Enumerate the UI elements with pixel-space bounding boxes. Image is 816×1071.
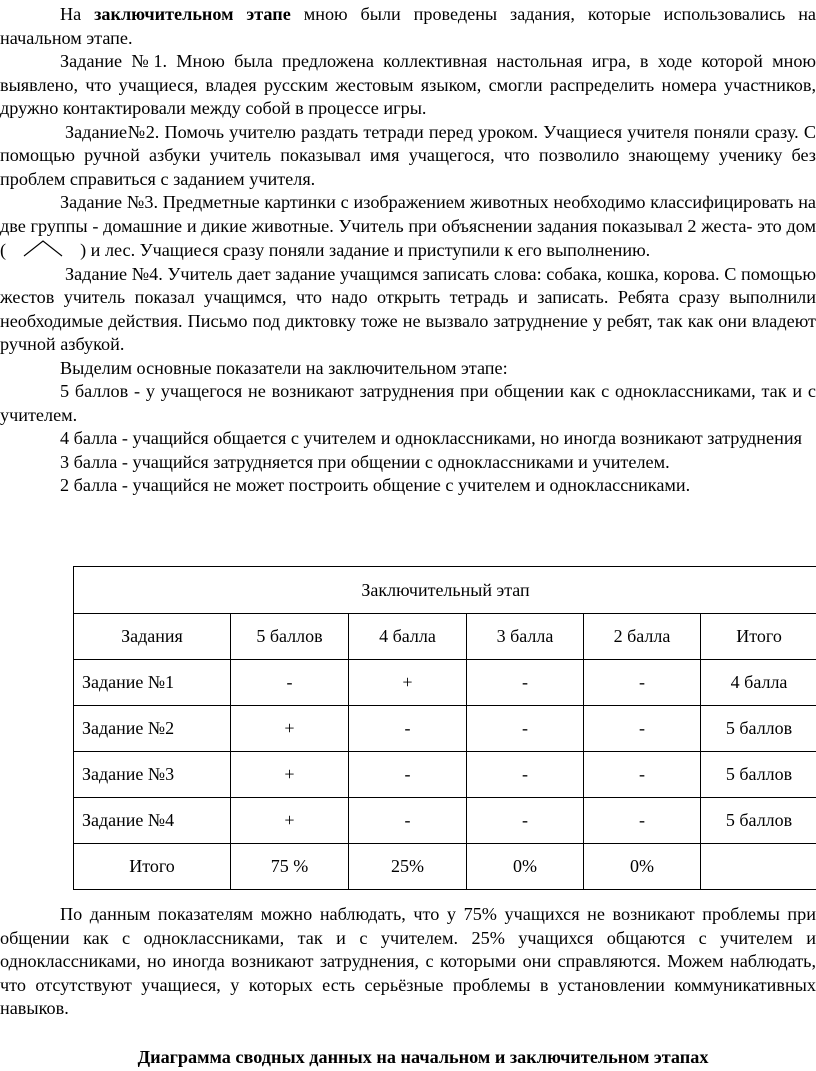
table-cell: 0% bbox=[584, 844, 701, 890]
table-cell: - bbox=[467, 798, 584, 844]
table-cell: Задание №2 bbox=[74, 706, 231, 752]
final-stage-results-table bbox=[73, 566, 816, 890]
table-title: Заключительный этап bbox=[74, 567, 816, 614]
paragraph-task-3: Задание №3. Предметные картинки с изображением животных необходимо классифицировать на две группы - домашние и дикие животные. Учитель при объяснении задания показывал 2 жеста- это дом ( ) и лес. Учащиеся сразу поняли задание и приступили к его выполнению. bbox=[0, 192, 816, 260]
table-cell: - bbox=[584, 752, 701, 798]
table-cell bbox=[701, 844, 816, 890]
table-header-cell: Итого bbox=[701, 614, 816, 660]
table-cell: Задание №3 bbox=[74, 752, 231, 798]
table-cell: - bbox=[349, 798, 467, 844]
paragraph-score-3: 3 балла - учащийся затрудняется при общении с одноклассниками и учителем. bbox=[60, 451, 670, 472]
table-cell: + bbox=[231, 752, 349, 798]
table-cell: + bbox=[231, 798, 349, 844]
paragraph-score-4: 4 балла - учащийся общается с учителем и одноклассниками, но иногда возникают затруднения bbox=[60, 428, 802, 448]
paragraph-final-stage-intro: На заключительном этапе мною были проведены задания, которые использовались на начальном этапе. bbox=[0, 4, 816, 48]
table-cell: Итого bbox=[74, 844, 231, 890]
table-row bbox=[74, 752, 816, 798]
table-cell: 0% bbox=[467, 844, 584, 890]
table-header-cell: Задания bbox=[74, 614, 231, 660]
table-header-cell: 4 балла bbox=[349, 614, 467, 660]
table-row bbox=[74, 798, 816, 844]
conclusion-section bbox=[0, 903, 816, 1021]
table-cell: + bbox=[349, 660, 467, 706]
table-cell: 75 % bbox=[231, 844, 349, 890]
table-header-cell: 5 баллов bbox=[231, 614, 349, 660]
table-cell: 5 баллов bbox=[701, 798, 816, 844]
house-roof-icon bbox=[6, 238, 80, 258]
table-header-row bbox=[74, 614, 816, 660]
paragraph-task-2: Задание№2. Помочь учителю раздать тетради перед уроком. Учащиеся учителя поняли сразу. С помощью ручной азбуки учитель показывал имя учащегося, что позволило знающему ученику без проблем справиться с заданием учителя. bbox=[0, 121, 816, 189]
document-page bbox=[0, 0, 816, 498]
paragraph-score-2: 2 балла - учащийся не может построить общение с учителем и одноклассниками. bbox=[60, 475, 691, 495]
table-cell: - bbox=[349, 706, 467, 752]
table-cell: + bbox=[231, 706, 349, 752]
table-cell: Задание №1 bbox=[74, 660, 231, 706]
table-cell: - bbox=[584, 706, 701, 752]
table-cell: 25% bbox=[349, 844, 467, 890]
table-cell: 5 баллов bbox=[701, 752, 816, 798]
table-title-row bbox=[74, 567, 816, 614]
table-cell: 4 балла bbox=[701, 660, 816, 706]
paragraph-conclusion: По данным показателям можно наблюдать, что у 75% учащихся не возникают проблемы при общении как с одноклассниками, так и с учителем. 25% учащихся общаются с учителем и одноклассниками, но иногда возникают затруднения, с которыми они справляются. Можем наблюдать, что отсутствуют учащиеся, у которых есть серьёзные проблемы в установлении коммуникативных навыков. bbox=[0, 904, 816, 1018]
diagram-title: Диаграмма сводных данных на начальном и заключительном этапах bbox=[137, 1047, 709, 1067]
table-cell: - bbox=[231, 660, 349, 706]
table-cell: Задание №4 bbox=[74, 798, 231, 844]
table-cell: - bbox=[349, 752, 467, 798]
paragraph-task-4: Задание №4. Учитель дает задание учащимся записать слова: собака, кошка, корова. С помощью жестов учитель показал учащимся, что надо открыть тетрадь и записать. Ребята сразу выполнили необходимые действия. Письмо под диктовку тоже не вызвало затруднение у ребят, так как они владеют ручной азбукой. bbox=[0, 263, 816, 354]
final-stage-bold-term: заключительном этапе bbox=[94, 4, 291, 24]
table-cell: - bbox=[467, 706, 584, 752]
table-cell: - bbox=[467, 752, 584, 798]
table-row bbox=[74, 706, 816, 752]
table-cell: 5 баллов bbox=[701, 706, 816, 752]
table-header-cell: 3 балла bbox=[467, 614, 584, 660]
table-cell: - bbox=[584, 660, 701, 706]
table-row bbox=[74, 660, 816, 706]
paragraph-indicators-intro: Выделим основные показатели на заключительном этапе: bbox=[60, 357, 508, 378]
table-header-cell: 2 балла bbox=[584, 614, 701, 660]
table-total-row bbox=[74, 844, 816, 890]
paragraph-task-1: Задание №1. Мною была предложена коллективная настольная игра, в ходе которой мною выявлено, что учащиеся, владея русским жестовым языком, смогли распределить номера участников, дружно контактировали между собой в процессе игры. bbox=[0, 51, 816, 118]
paragraph-score-5: 5 баллов - у учащегося не возникают затруднения при общении как с одноклассниками, так и с учителем. bbox=[0, 381, 816, 425]
table-cell: - bbox=[584, 798, 701, 844]
table-cell: - bbox=[467, 660, 584, 706]
